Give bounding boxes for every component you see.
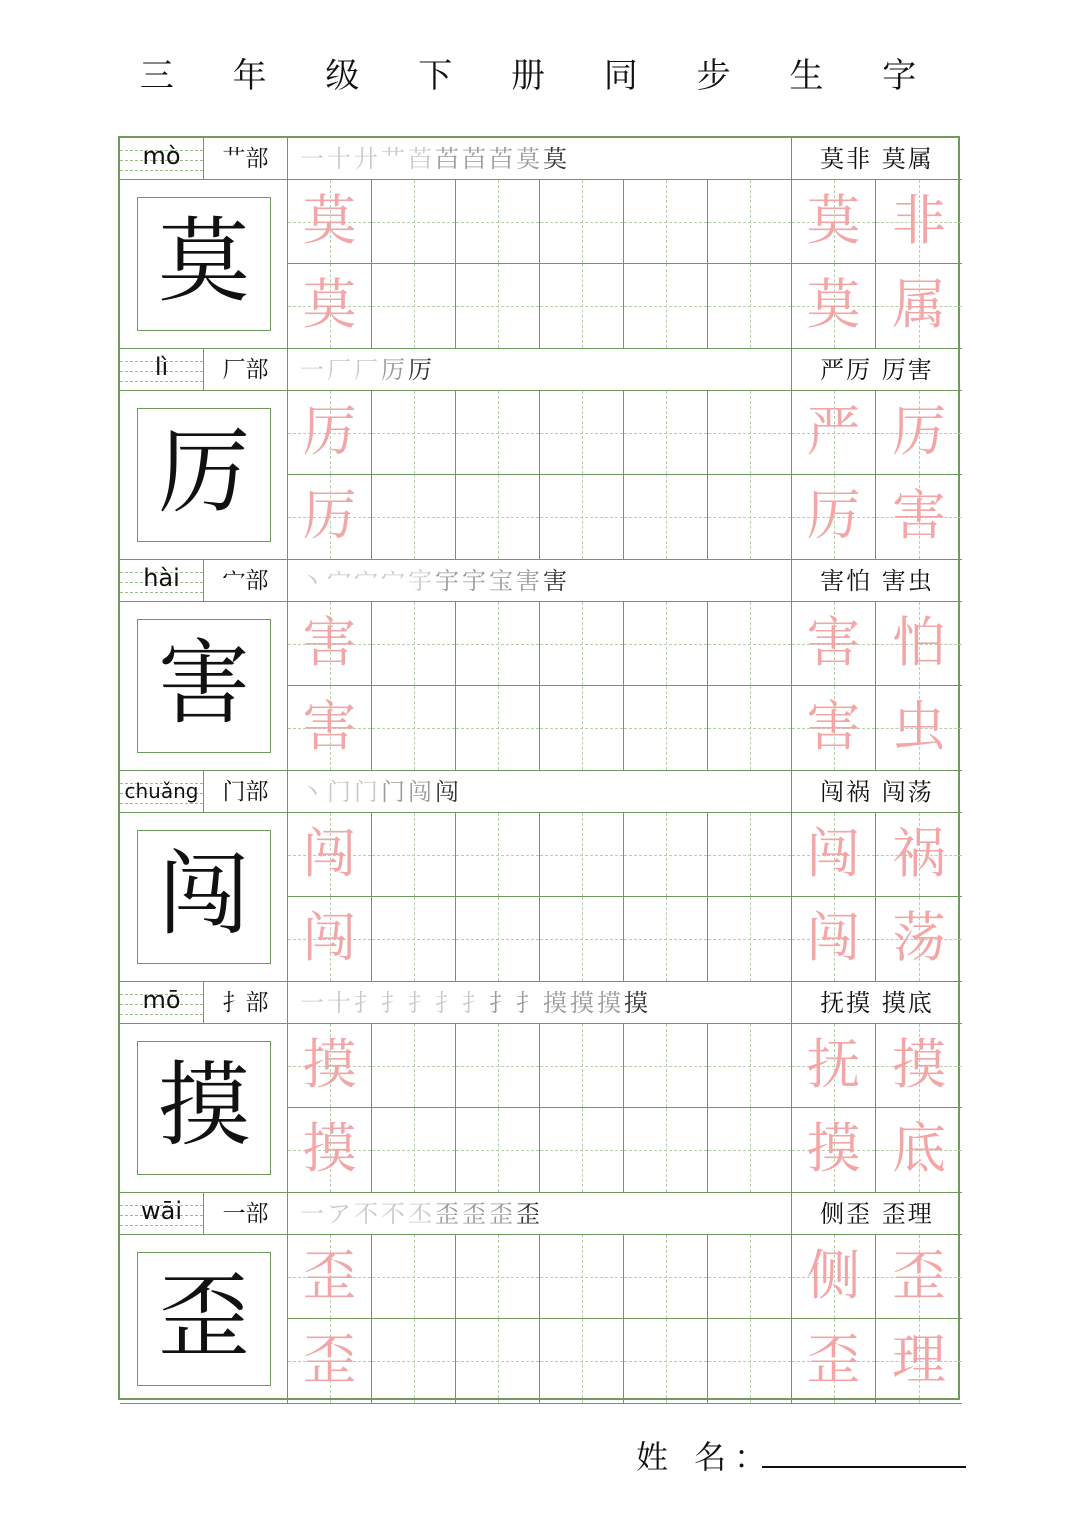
blank-writing-cell[interactable]	[456, 475, 540, 559]
word-trace-cell[interactable]: 严	[792, 391, 876, 475]
stroke-step: 丶	[300, 778, 327, 806]
model-char: 歪	[137, 1252, 271, 1386]
writing-grid	[288, 180, 962, 348]
stroke-step: 害	[516, 567, 543, 595]
blank-writing-cell[interactable]	[708, 897, 792, 981]
stroke-step: 扌	[435, 989, 462, 1017]
example-words: 侧歪 歪理	[820, 1200, 934, 1228]
stroke-step: 歪	[435, 1200, 462, 1228]
stroke-step: 苩	[462, 145, 489, 173]
pinyin-text: wāi	[140, 1197, 182, 1225]
stroke-order	[288, 1193, 792, 1235]
blank-writing-cell[interactable]	[708, 686, 792, 770]
stroke-step: 莫	[543, 145, 570, 173]
blank-writing-cell[interactable]	[624, 180, 708, 264]
blank-writing-cell[interactable]	[540, 1108, 624, 1192]
blank-writing-cell[interactable]	[708, 1235, 792, 1319]
page-title: 三 年 级 下 册 同 步 生 字	[139, 56, 941, 96]
trace-cell[interactable]: 莫	[288, 180, 372, 264]
blank-writing-cell[interactable]	[708, 391, 792, 475]
radical-label: 扌部	[204, 982, 288, 1024]
stroke-step: 歪	[489, 1200, 516, 1228]
name-input-line[interactable]	[762, 1466, 966, 1468]
writing-grid	[288, 391, 962, 559]
stroke-step: 苩	[435, 145, 462, 173]
word-trace-cell[interactable]: 抚	[792, 1024, 876, 1108]
blank-writing-cell[interactable]	[624, 813, 708, 897]
practice-body	[120, 1024, 962, 1193]
stroke-order	[288, 771, 792, 813]
stroke-step: 一	[300, 145, 327, 173]
stroke-step: 莫	[516, 145, 543, 173]
blank-writing-cell[interactable]	[456, 686, 540, 770]
pinyin-text: mò	[142, 142, 181, 170]
stroke-step: 门	[381, 778, 408, 806]
stroke-step: 扌	[381, 989, 408, 1017]
writing-grid	[288, 1235, 962, 1403]
blank-writing-cell[interactable]	[540, 180, 624, 264]
stroke-step: 厉	[408, 356, 435, 384]
blank-writing-cell[interactable]	[624, 1024, 708, 1108]
word-trace-cell[interactable]: 虫	[876, 686, 962, 770]
radical-label: 宀部	[204, 560, 288, 602]
word-trace-cell[interactable]: 歪	[876, 1235, 962, 1319]
pinyin-cell	[120, 138, 204, 180]
word-trace-cell[interactable]: 非	[876, 180, 962, 264]
blank-writing-cell[interactable]	[624, 264, 708, 348]
word-trace-cell[interactable]: 莫	[792, 264, 876, 348]
blank-writing-cell[interactable]	[372, 1235, 456, 1319]
word-trace-cell[interactable]: 理	[876, 1319, 962, 1403]
stroke-step: 十	[327, 989, 354, 1017]
blank-writing-cell[interactable]	[540, 264, 624, 348]
blank-writing-cell[interactable]	[372, 1319, 456, 1403]
radical-label: 一部	[204, 1193, 288, 1235]
stroke-step: 宀	[354, 567, 381, 595]
stroke-step: 歪	[516, 1200, 543, 1228]
blank-writing-cell[interactable]	[372, 1108, 456, 1192]
blank-writing-cell[interactable]	[624, 1235, 708, 1319]
word-trace-cell[interactable]: 底	[876, 1108, 962, 1192]
stroke-step: 扌	[462, 989, 489, 1017]
stroke-order	[288, 560, 792, 602]
radical-label: 厂部	[204, 349, 288, 391]
blank-writing-cell[interactable]	[540, 897, 624, 981]
blank-writing-cell[interactable]	[372, 686, 456, 770]
blank-writing-cell[interactable]	[708, 1024, 792, 1108]
blank-writing-cell[interactable]	[540, 813, 624, 897]
stroke-step: 宀	[381, 567, 408, 595]
writing-grid	[288, 813, 962, 981]
stroke-step: 门	[327, 778, 354, 806]
stroke-step: 摸	[570, 989, 597, 1017]
model-char: 害	[137, 619, 271, 753]
stroke-step: 一	[300, 1200, 327, 1228]
char-header-row	[120, 771, 962, 813]
stroke-step: 厂	[354, 356, 381, 384]
blank-writing-cell[interactable]	[456, 602, 540, 686]
blank-writing-cell[interactable]	[372, 1024, 456, 1108]
word-trace-cell[interactable]: 属	[876, 264, 962, 348]
blank-writing-cell[interactable]	[456, 180, 540, 264]
blank-writing-cell[interactable]	[372, 391, 456, 475]
stroke-step: 闯	[408, 778, 435, 806]
blank-writing-cell[interactable]	[624, 391, 708, 475]
blank-writing-cell[interactable]	[540, 475, 624, 559]
stroke-step: 闯	[435, 778, 462, 806]
stroke-step: 歪	[462, 1200, 489, 1228]
stroke-step: 扌	[489, 989, 516, 1017]
blank-writing-cell[interactable]	[624, 1108, 708, 1192]
blank-writing-cell[interactable]	[540, 391, 624, 475]
blank-writing-cell[interactable]	[708, 1319, 792, 1403]
blank-writing-cell[interactable]	[708, 475, 792, 559]
model-char-cell	[120, 813, 288, 981]
trace-cell[interactable]: 闯	[288, 897, 372, 981]
blank-writing-cell[interactable]	[708, 180, 792, 264]
trace-cell[interactable]: 害	[288, 686, 372, 770]
word-trace-cell[interactable]: 摸	[876, 1024, 962, 1108]
char-block	[120, 982, 962, 1193]
stroke-step: 一	[300, 356, 327, 384]
practice-body	[120, 602, 962, 771]
pinyin-text: lì	[154, 353, 169, 381]
stroke-step: 扌	[354, 989, 381, 1017]
radical-label: 门部	[204, 771, 288, 813]
pinyin-text: hài	[143, 564, 180, 592]
char-header-row	[120, 349, 962, 391]
pinyin-text: mō	[142, 986, 181, 1014]
word-trace-cell[interactable]: 荡	[876, 897, 962, 981]
trace-cell[interactable]: 莫	[288, 264, 372, 348]
word-trace-cell[interactable]: 怕	[876, 602, 962, 686]
writing-grid	[288, 1024, 962, 1192]
writing-grid	[288, 602, 962, 770]
word-trace-cell[interactable]: 祸	[876, 813, 962, 897]
blank-writing-cell[interactable]	[456, 813, 540, 897]
example-words: 严厉 厉害	[820, 356, 934, 384]
model-char-cell	[120, 1024, 288, 1192]
example-words: 抚摸 摸底	[820, 989, 934, 1017]
model-char: 闯	[137, 830, 271, 964]
blank-writing-cell[interactable]	[624, 475, 708, 559]
char-block	[120, 771, 962, 982]
word-trace-cell[interactable]: 害	[792, 686, 876, 770]
pinyin-cell	[120, 982, 204, 1024]
blank-writing-cell[interactable]	[372, 475, 456, 559]
stroke-step: 廾	[354, 145, 381, 173]
name-label: 姓 名：	[636, 1438, 775, 1476]
word-trace-cell[interactable]: 厉	[792, 475, 876, 559]
stroke-step: 宇	[435, 567, 462, 595]
pinyin-text: chuǎng	[124, 779, 199, 803]
trace-cell[interactable]: 歪	[288, 1319, 372, 1403]
blank-writing-cell[interactable]	[708, 813, 792, 897]
stroke-step: 摸	[543, 989, 570, 1017]
stroke-step: 宝	[489, 567, 516, 595]
pinyin-cell	[120, 349, 204, 391]
stroke-step: 宇	[408, 567, 435, 595]
blank-writing-cell[interactable]	[624, 602, 708, 686]
word-trace-cell[interactable]: 摸	[792, 1108, 876, 1192]
stroke-step: 摸	[624, 989, 651, 1017]
stroke-order	[288, 982, 792, 1024]
example-words: 害怕 害虫	[820, 567, 934, 595]
stroke-step: 厉	[381, 356, 408, 384]
stroke-step: 扌	[408, 989, 435, 1017]
practice-body	[120, 1235, 962, 1404]
blank-writing-cell[interactable]	[540, 1235, 624, 1319]
pinyin-cell	[120, 771, 204, 813]
stroke-step: 宀	[327, 567, 354, 595]
stroke-step: 丕	[408, 1200, 435, 1228]
word-trace-cell[interactable]: 害	[876, 475, 962, 559]
char-block	[120, 349, 962, 560]
example-words: 闯祸 闯荡	[820, 778, 934, 806]
blank-writing-cell[interactable]	[456, 1319, 540, 1403]
trace-cell[interactable]: 摸	[288, 1024, 372, 1108]
word-trace-cell[interactable]: 侧	[792, 1235, 876, 1319]
model-char: 厉	[137, 408, 271, 542]
model-char-cell	[120, 1235, 288, 1403]
blank-writing-cell[interactable]	[540, 1319, 624, 1403]
char-block	[120, 1193, 962, 1404]
trace-cell[interactable]: 厉	[288, 475, 372, 559]
blank-writing-cell[interactable]	[372, 602, 456, 686]
blank-writing-cell[interactable]	[372, 264, 456, 348]
stroke-step: 苩	[489, 145, 516, 173]
trace-cell[interactable]: 厉	[288, 391, 372, 475]
blank-writing-cell[interactable]	[456, 1235, 540, 1319]
blank-writing-cell[interactable]	[708, 1108, 792, 1192]
blank-writing-cell[interactable]	[708, 264, 792, 348]
blank-writing-cell[interactable]	[372, 897, 456, 981]
trace-cell[interactable]: 害	[288, 602, 372, 686]
model-char-cell	[120, 391, 288, 559]
word-trace-cell[interactable]: 莫	[792, 180, 876, 264]
char-block	[120, 560, 962, 771]
blank-writing-cell[interactable]	[456, 1024, 540, 1108]
radical-label: 艹部	[204, 138, 288, 180]
stroke-step: 厂	[327, 356, 354, 384]
pinyin-cell	[120, 1193, 204, 1235]
trace-cell[interactable]: 歪	[288, 1235, 372, 1319]
stroke-step: 丶	[300, 567, 327, 595]
blank-writing-cell[interactable]	[624, 686, 708, 770]
practice-sheet	[118, 136, 960, 1400]
model-char: 摸	[137, 1041, 271, 1175]
blank-writing-cell[interactable]	[540, 602, 624, 686]
char-block	[120, 138, 962, 349]
model-char-cell	[120, 180, 288, 348]
trace-cell[interactable]: 摸	[288, 1108, 372, 1192]
blank-writing-cell[interactable]	[624, 897, 708, 981]
blank-writing-cell[interactable]	[540, 686, 624, 770]
practice-body	[120, 391, 962, 560]
stroke-step: 宇	[462, 567, 489, 595]
stroke-step: 一	[300, 989, 327, 1017]
model-char-cell	[120, 602, 288, 770]
word-trace-cell[interactable]: 歪	[792, 1319, 876, 1403]
blank-writing-cell[interactable]	[456, 391, 540, 475]
stroke-step: 不	[381, 1200, 408, 1228]
word-trace-cell[interactable]: 厉	[876, 391, 962, 475]
blank-writing-cell[interactable]	[372, 813, 456, 897]
stroke-step: 门	[354, 778, 381, 806]
blank-writing-cell[interactable]	[456, 1108, 540, 1192]
stroke-step: 苩	[408, 145, 435, 173]
example-words: 莫非 莫属	[820, 145, 934, 173]
stroke-step: 害	[543, 567, 570, 595]
practice-body	[120, 180, 962, 349]
pinyin-cell	[120, 560, 204, 602]
word-trace-cell[interactable]: 闯	[792, 813, 876, 897]
stroke-step: 不	[354, 1200, 381, 1228]
stroke-step: 摸	[597, 989, 624, 1017]
stroke-step: 扌	[516, 989, 543, 1017]
blank-writing-cell[interactable]	[624, 1319, 708, 1403]
char-header-row	[120, 138, 962, 180]
word-trace-cell[interactable]: 害	[792, 602, 876, 686]
char-header-row	[120, 1193, 962, 1235]
stroke-order	[288, 138, 792, 180]
blank-writing-cell[interactable]	[708, 602, 792, 686]
stroke-step: 十	[327, 145, 354, 173]
stroke-step: ア	[327, 1200, 354, 1228]
char-header-row	[120, 982, 962, 1024]
blank-writing-cell[interactable]	[540, 1024, 624, 1108]
char-header-row	[120, 560, 962, 602]
stroke-order	[288, 349, 792, 391]
stroke-step: 艹	[381, 145, 408, 173]
blank-writing-cell[interactable]	[456, 264, 540, 348]
model-char: 莫	[137, 197, 271, 331]
word-trace-cell[interactable]: 闯	[792, 897, 876, 981]
blank-writing-cell[interactable]	[456, 897, 540, 981]
trace-cell[interactable]: 闯	[288, 813, 372, 897]
blank-writing-cell[interactable]	[372, 180, 456, 264]
practice-body	[120, 813, 962, 982]
